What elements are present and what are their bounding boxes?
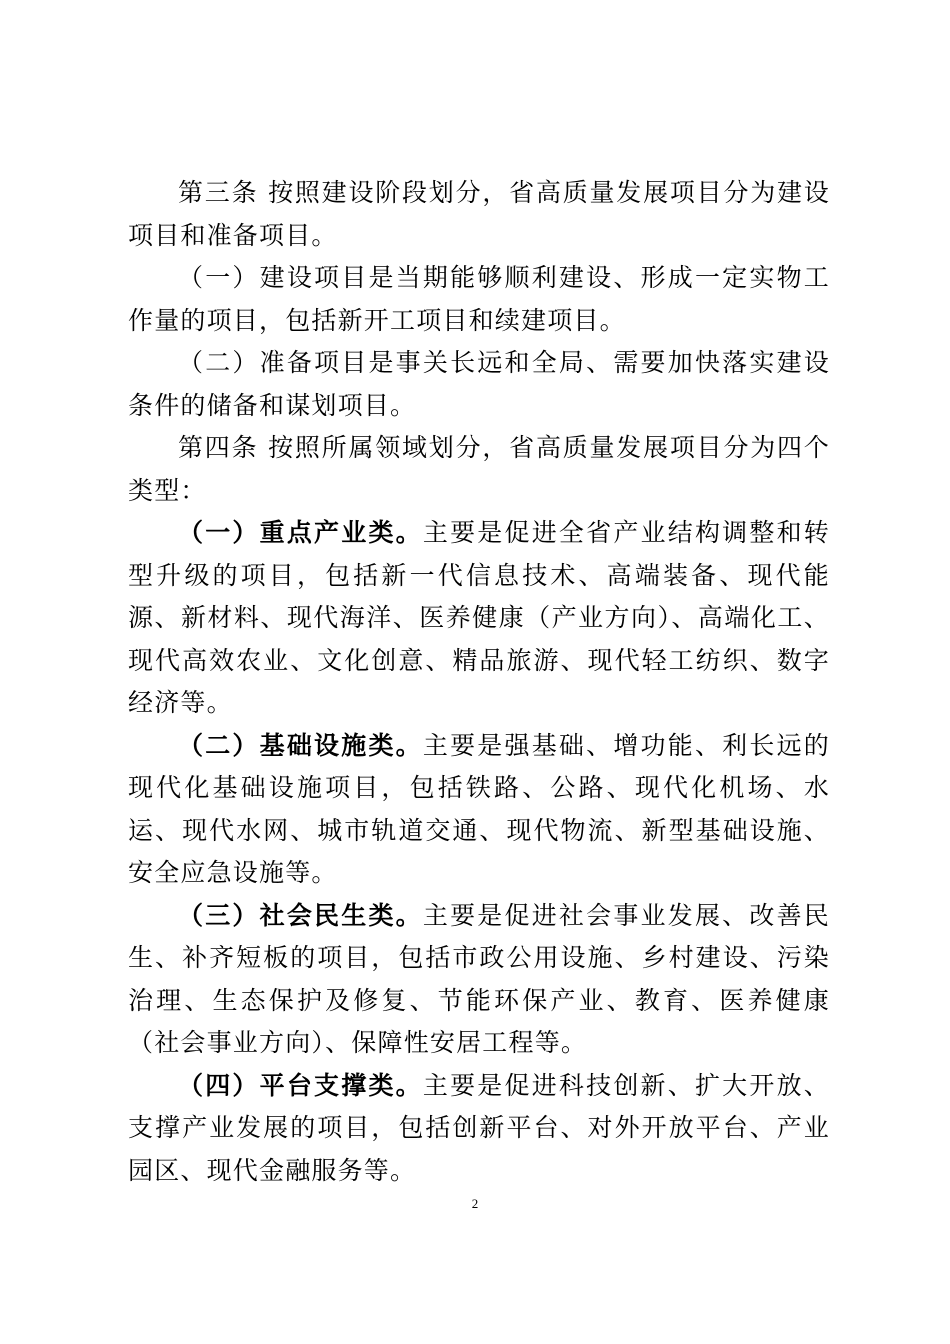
paragraph-text: 主要是强基础、增功能、利长远的现代化基础设施项目，包括铁路、公路、现代化机场、水运、现代水网、城市轨道交通、现代物流、新型基础设施、安全应急设施等。 bbox=[128, 730, 830, 887]
paragraph-text: （一）建设项目是当期能够顺利建设、形成一定实物工作量的项目，包括新开工项目和续建项目。 bbox=[128, 263, 830, 335]
paragraph-platform-support bbox=[128, 1065, 830, 1193]
paragraph-text: 主要是促进科技创新、扩大开放、支撑产业发展的项目，包括创新平台、对外开放平台、产业园区、现代金融服务等。 bbox=[128, 1070, 830, 1185]
paragraph-heading: （二）基础设施类。 bbox=[178, 730, 423, 760]
paragraph-text: （二）准备项目是事关长远和全局、需要加快落实建设条件的储备和谋划项目。 bbox=[128, 348, 830, 420]
paragraph-preparation-projects bbox=[128, 342, 830, 427]
paragraph-construction-projects bbox=[128, 257, 830, 342]
paragraph-infrastructure bbox=[128, 725, 830, 895]
paragraph-social-livelihood bbox=[128, 895, 830, 1065]
paragraph-text: 第四条 按照所属领域划分，省高质量发展项目分为四个类型： bbox=[128, 433, 830, 505]
paragraph-text: 主要是促进全省产业结构调整和转型升级的项目，包括新一代信息技术、高端装备、现代能源、新材料、现代海洋、医养健康（产业方向）、高端化工、现代高效农业、文化创意、精品旅游、现代轻工纺织、数字经济等。 bbox=[128, 518, 830, 717]
paragraph-text: 主要是促进社会事业发展、改善民生、补齐短板的项目，包括市政公用设施、乡村建设、污染治理、生态保护及修复、节能环保产业、教育、医养健康（社会事业方向）、保障性安居工程等。 bbox=[128, 900, 830, 1057]
document-body bbox=[128, 172, 830, 1192]
paragraph-heading: （一）重点产业类。 bbox=[178, 518, 423, 547]
page-number: 2 bbox=[471, 1196, 479, 1211]
paragraph-heading: （三）社会民生类。 bbox=[178, 900, 423, 930]
paragraph-heading: （四）平台支撑类。 bbox=[178, 1070, 423, 1100]
paragraph-article-4 bbox=[128, 427, 830, 512]
paragraph-article-3 bbox=[128, 172, 830, 257]
paragraph-key-industry bbox=[128, 512, 830, 725]
paragraph-text: 第三条 按照建设阶段划分，省高质量发展项目分为建设项目和准备项目。 bbox=[128, 178, 830, 250]
